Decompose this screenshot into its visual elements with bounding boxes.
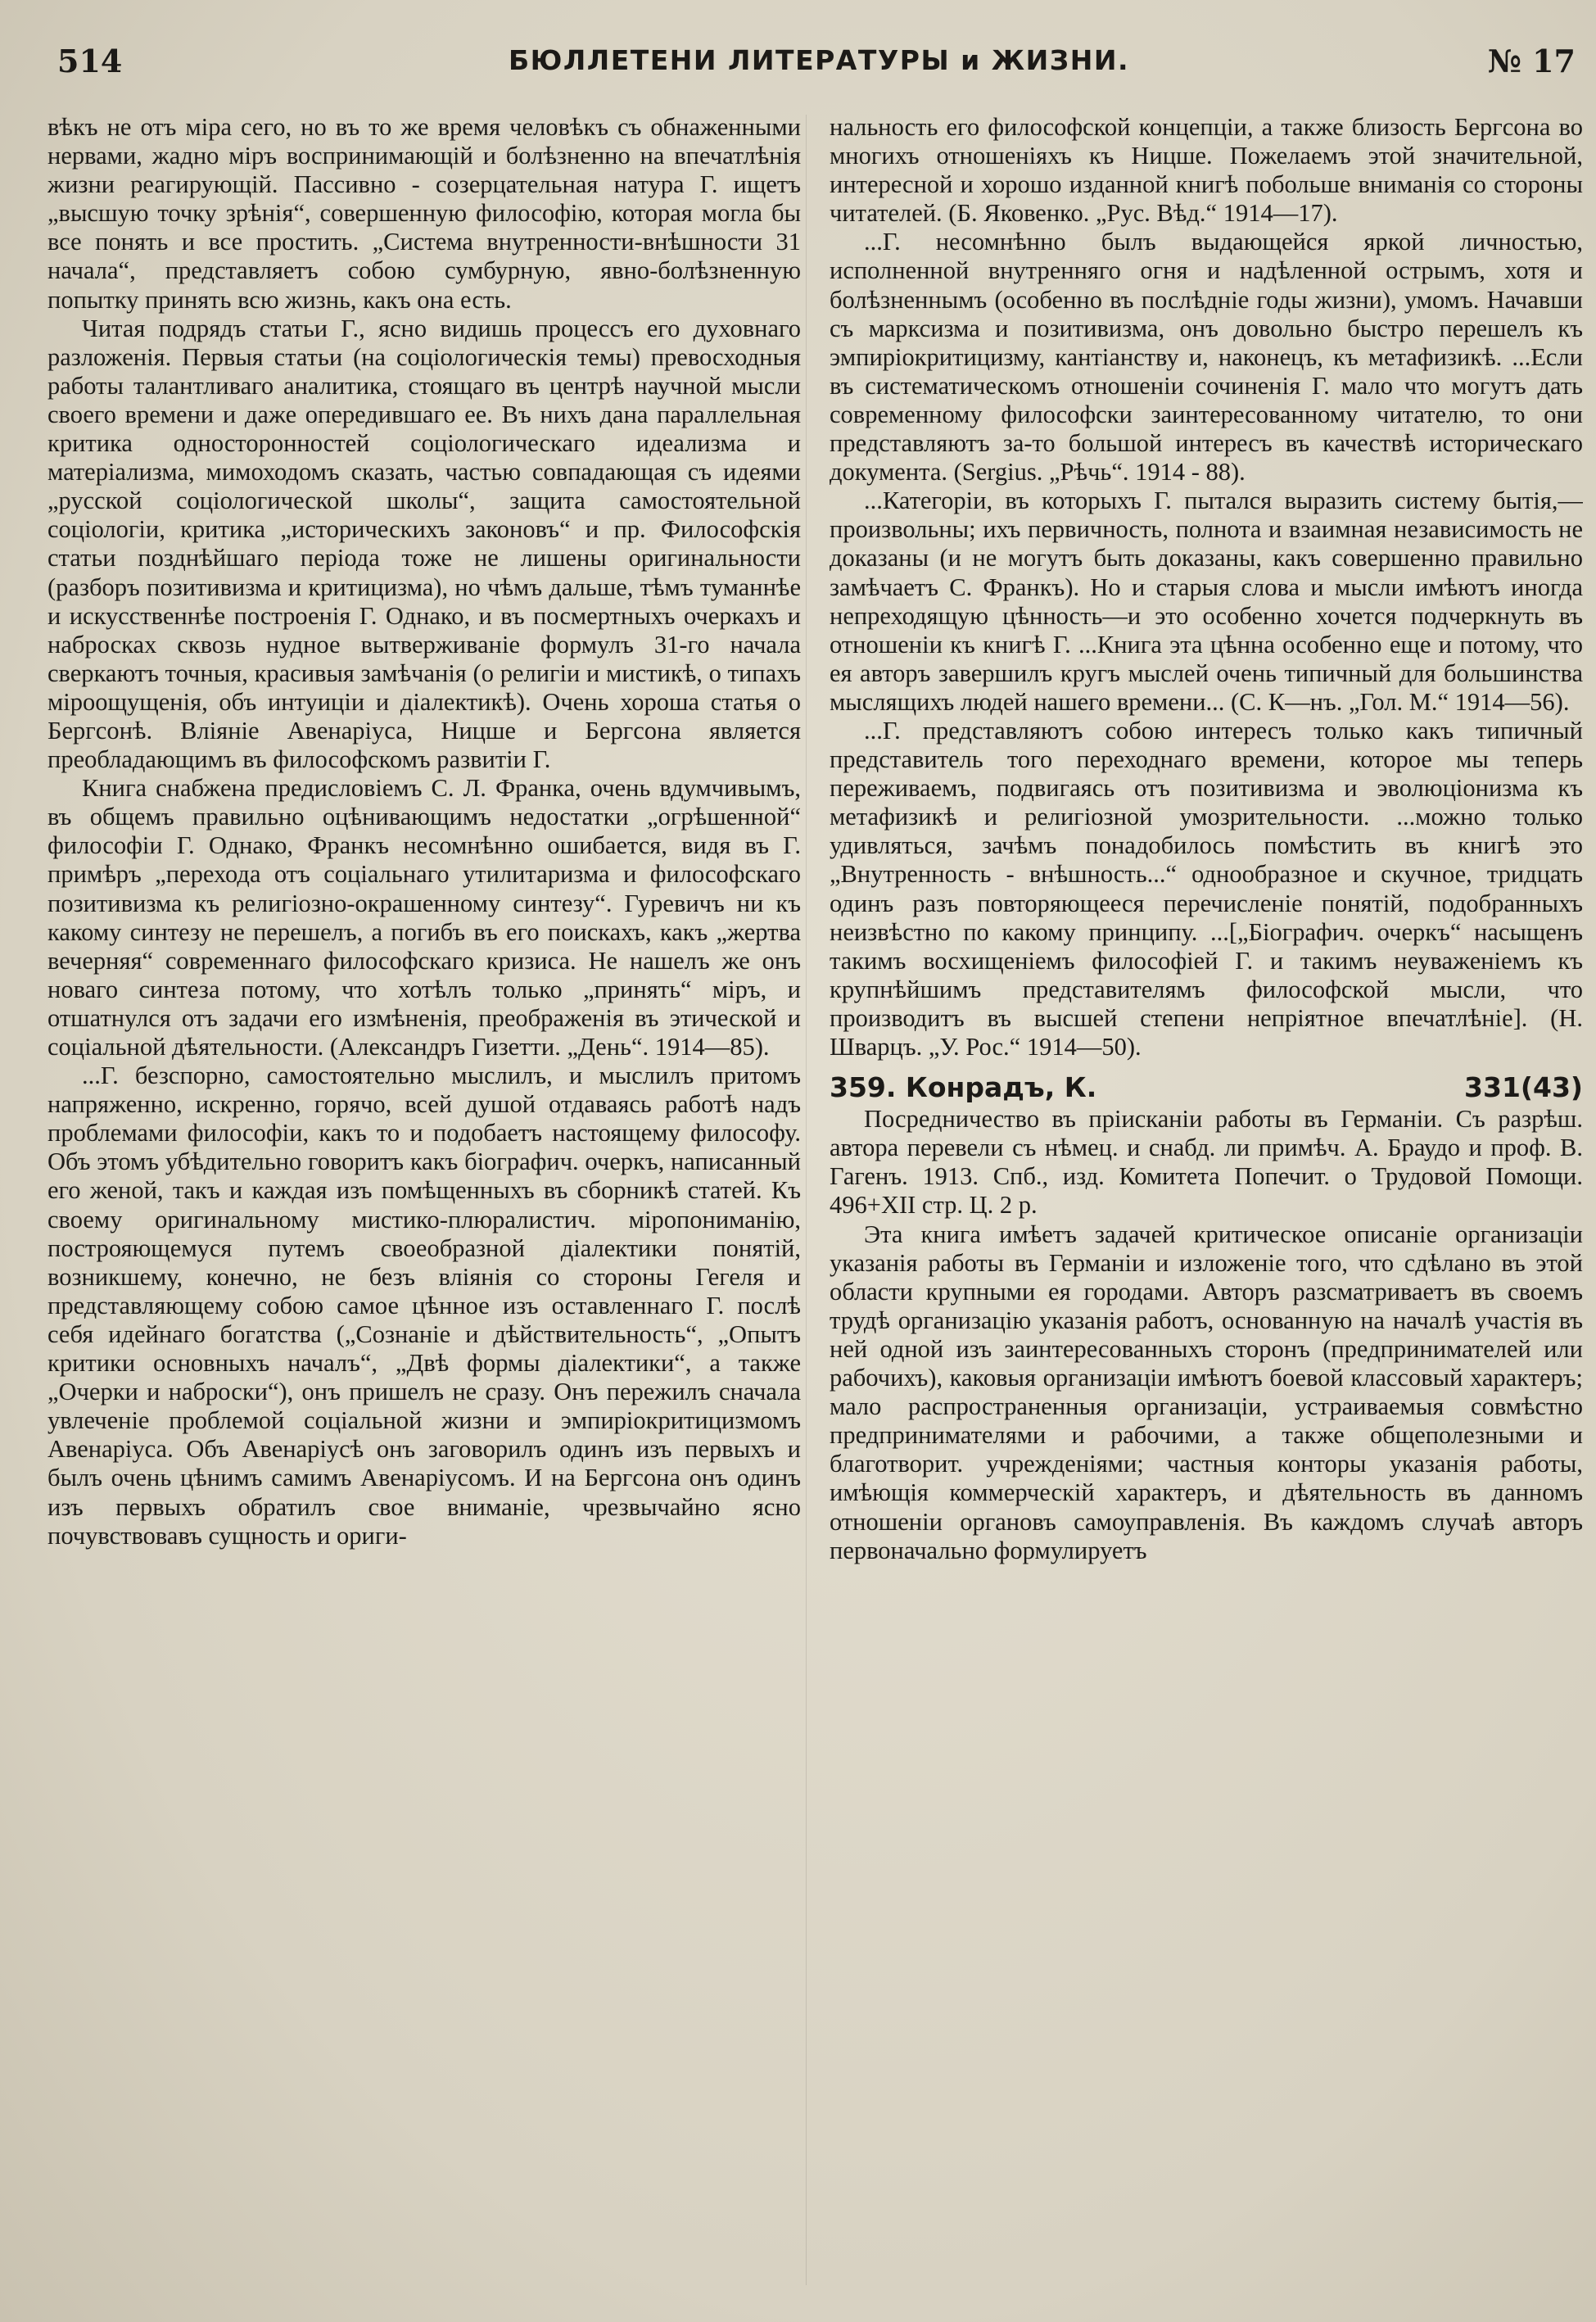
paragraph: нальность его философской концепціи, а также близость Бергсона во многихъ отношеніяхъ къ Ницше. Пожелаемъ этой значительной, интересной и хорошо изданной книгѣ побольше вниманія со стороны читателей. (Б. Яковенко. „Рус. Вѣд.“ 1914—17). — [830, 113, 1583, 228]
running-header — [57, 36, 1580, 93]
paragraph: ...Категоріи, въ которыхъ Г. пытался выразить систему бытія,—произвольны; ихъ первичность, полнота и взаимная независимость не доказаны (и не могутъ быть доказаны, какъ совершенно правильно замѣчаетъ С. Франкъ). Но и старыя слова и мысли имѣютъ иногда непреходящую цѣнность—и это особенно хочется подчеркнуть въ отношеніи къ книгѣ Г. ...Книга эта цѣнна особенно еще и потому, что ея авторъ завершилъ кругъ мыслей очень типичный для большинства мыслящихъ людей нашего времени... (С. К—нъ. „Гол. М.“ 1914—56). — [830, 487, 1583, 716]
entry-classification: 331(43) — [1464, 1071, 1583, 1104]
paragraph: ...Г. безспорно, самостоятельно мыслилъ, и мыслилъ притомъ напряженно, искренно, горячо, всей душой отдаваясь работѣ надъ проблемами философіи, какъ то и подобаетъ настоящему философу. Объ этомъ убѣдительно говоритъ какъ біографич. очеркъ, написанный его женой, такъ и каждая изъ помѣщенныхъ въ сборникѣ статей. Къ своему оригинальному мистико-плюралистич. міропониманію, построяющемуся путемъ своеобразной діалектики понятій, возникшему, конечно, не безъ вліянія со стороны Гегеля и представляющему собою самое цѣнное изъ оставленнаго Г. послѣ себя идейнаго богатства („Сознаніе и дѣйствительность“, „Опытъ критики основныхъ началъ“, „Двѣ формы діалектики“, а также „Очерки и наброски“), онъ пришелъ не сразу. Онъ пережилъ сначала увлеченіе проблемой соціальной жизни и эмпиріокритицизмомъ Авенаріуса. Объ Авенаріусѣ онъ заговорилъ одинъ изъ первыхъ и былъ очень цѣнимъ самимъ Авенаріусомъ. И на Бергсона онъ одинъ изъ первыхъ обратилъ свое вниманіе, чрезвычайно ясно почувствовавъ сущность и ориги- — [47, 1061, 801, 1550]
paragraph: вѣкъ не отъ міра сего, но въ то же время человѣкъ съ обнаженными нервами, жадно міръ воспринимающій и болѣзненно на впечатлѣнія жизни реагирующій. Пассивно - созерцательная натура Г. ищетъ „высшую точку зрѣнія“, совершенную философію, которая могла бы все понять и все простить. „Система внутренности-внѣшности 31 начала“, представляетъ собою сумбурную, явно-болѣзненную попытку принять всю жизнь, какъ она есть. — [47, 113, 801, 314]
entry-author: 359. Конрадъ, К. — [830, 1071, 1097, 1104]
paragraph: Книга снабжена предисловіемъ С. Л. Франка, очень вдумчивымъ, въ общемъ правильно оцѣнивающимъ недостатки „огрѣшенной“ философіи Г. Однако, Франкъ несомнѣнно ошибается, видя въ Г. примѣръ „перехода отъ соціальнаго утилитаризма и философскаго позитивизма къ религіозно-окрашенному синтезу“. Гуревичъ ни къ какому синтезу не перешелъ, а погибъ въ его поискахъ, какъ „жертва вечерняя“ современнаго философскаго кризиса. Не нашелъ же онъ новаго синтеза потому, что хотѣлъ только „принять“ міръ, и отшатнулся отъ задачи его измѣненія, преображенія въ этической и соціальной дѣятельности. (Александръ Гизетти. „День“. 1914—85). — [47, 774, 801, 1061]
paragraph: Читая подрядъ статьи Г., ясно видишь процессъ его духовнаго разложенія. Первыя статьи (на соціологическія темы) превосходныя работы талантливаго аналитика, стоящаго въ центрѣ научной мысли своего времени и даже опередившаго ее. Въ нихъ дана параллельная критика односторонностей соціологическаго идеализма и матеріализма, мимоходомъ сказать, частью совпадающая съ идеями „русской соціологической школы“, защита самостоятельной соціологіи, критика „историческихъ законовъ“ и пр. Философскія статьи позднѣйшаго періода тоже не лишены оригинальности (разборъ позитивизма и критицизма), но чѣмъ дальше, тѣмъ туманнѣе и искусственнѣе построенія Г. Однако, и въ посмертныхъ очеркахъ и набросках сквозь нудное вытверживаніе формулъ 31-го начала сверкаютъ точныя, красивыя замѣчанія (о религіи и мистикѣ, о типахъ міроощущенія, объ интуиціи и діалектикѣ). Очень хороша статья о Бергсонѣ. Вліяніе Авенаріуса, Ницше и Бергсона является преобладающимъ въ философскомъ развитіи Г. — [47, 314, 801, 774]
journal-title: БЮЛЛЕТЕНИ ЛИТЕРАТУРЫ и ЖИЗНИ. — [509, 44, 1129, 76]
paragraph: ...Г. несомнѣнно былъ выдающейся яркой личностью, исполненной внутренняго огня и надѣленной острымъ, хотя и болѣзненнымъ (особенно въ послѣдніе годы жизни), умомъ. Начавши съ марксизма и позитивизма, онъ довольно быстро перешелъ къ эмпиріокритицизму, кантіанству и, наконецъ, къ метафизикѣ. ...Если въ систематическомъ отношеніи сочиненія Г. мало что могутъ дать современному философски заинтересованному читателю, то они представляютъ за-то большой интересъ въ качествѣ историческаго документа. (Sergius. „Рѣчь“. 1914 - 88). — [830, 228, 1583, 487]
column-divider — [806, 115, 807, 2285]
left-column — [47, 113, 801, 2292]
right-column — [830, 113, 1583, 2292]
paragraph: ...Г. представляютъ собою интересъ только какъ типичный представитель того переходнаго времени, которое мы теперь переживаемъ, подвигаясь отъ позитивизма и эволюціонизма къ метафизикѣ и религіозной умозрительности. ...можно только удивляться, зачѣмъ понадобилось помѣстить въ книгѣ это „Внутренность - внѣшность...“ однообразное и скучное, тридцать одинъ разъ повторяющееся перечисленіе понятій, подобранныхъ неизвѣстно по какому принципу. ...[„Біографич. очеркъ“ насыщенъ такимъ восхищеніемъ философіей Г. и такимъ неуваженіемъ къ крупнѣйшимъ представителямъ философской мысли, что производитъ въ высшей степени непріятное впечатлѣніе]. (Н. Шварцъ. „У. Рос.“ 1914—50). — [830, 716, 1583, 1061]
page-number: 514 — [57, 43, 123, 79]
entry-heading — [830, 1073, 1583, 1102]
entry-body: Эта книга имѣетъ задачей критическое описаніе организаціи указанія работы въ Германіи и изложеніе того, что сдѣлано въ этой области крупными ея городами. Авторъ разсматриваетъ въ своемъ трудѣ организацію указанія работъ, основанную на началѣ участія въ ней одной изъ заинтересованныхъ сторонъ (предпринимателей или рабочихъ), каковыя организаціи имѣютъ боевой классовый характеръ; мало распространенныя организаціи, устраиваемыя совмѣстно предпринимателями и рабочими, а также общеполезными и благотворит. учрежденіями; частныя конторы указанія работы, имѣющія коммерческій характеръ, и дѣятельность въ данномъ отношеніи органовъ самоуправленія. Въ каждомъ случаѣ авторъ первоначально формулируетъ — [830, 1220, 1583, 1564]
entry-title: Посредничество въ пріисканіи работы въ Германіи. Съ разрѣш. автора перевели съ нѣмец. и снабд. ли примѣч. А. Браудо и проф. В. Гагенъ. 1913. Спб., изд. Комитета Попечит. о Трудовой Помощи. 496+XII стр. Ц. 2 р. — [830, 1105, 1583, 1220]
issue-number: № 17 — [1487, 43, 1576, 79]
